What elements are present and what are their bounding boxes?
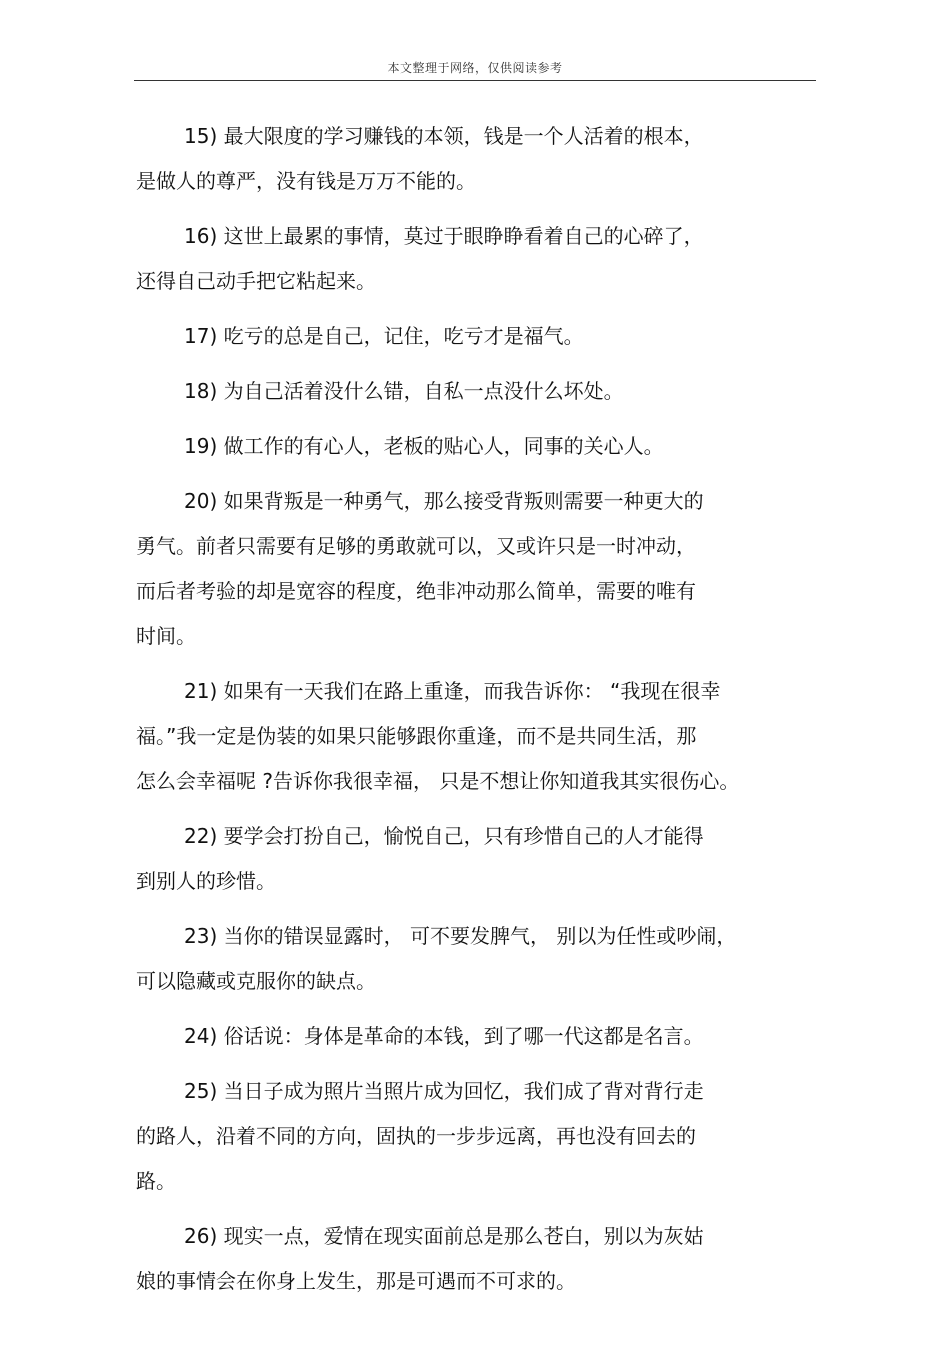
document-body [136, 114, 816, 1314]
paragraph-line: 19) 做工作的有心人，老板的贴心人，同事的关心人。 [184, 434, 664, 458]
paragraph-line: 福。”我一定是伪装的如果只能够跟你重逢，而不是共同生活，那 [136, 724, 697, 748]
page-header [134, 58, 816, 81]
paragraph-line: 娘的事情会在你身上发生，那是可遇而不可求的。 [136, 1269, 576, 1293]
paragraph-line: 到别人的珍惜。 [136, 869, 276, 893]
paragraph-line: 是做人的尊严，没有钱是万万不能的。 [136, 169, 476, 193]
paragraph-line: 21) 如果有一天我们在路上重逢，而我告诉你： “我现在很幸 [184, 679, 721, 703]
paragraph-15 [136, 114, 816, 204]
paragraph-16 [136, 214, 816, 304]
paragraph-line: 时间。 [136, 624, 196, 648]
paragraph-23 [136, 914, 816, 1004]
paragraph-22 [136, 814, 816, 904]
paragraph-21 [136, 669, 816, 804]
paragraph-26 [136, 1214, 816, 1304]
paragraph-line: 路。 [136, 1169, 176, 1193]
paragraph-line: 22) 要学会打扮自己，愉悦自己，只有珍惜自己的人才能得 [184, 824, 704, 848]
paragraph-line: 25) 当日子成为照片当照片成为回忆，我们成了背对背行走 [184, 1079, 704, 1103]
paragraph-line: 26) 现实一点，爱情在现实面前总是那么苍白，别以为灰姑 [184, 1224, 704, 1248]
paragraph-17 [136, 314, 816, 359]
paragraph-line: 可以隐藏或克服你的缺点。 [136, 969, 376, 993]
paragraph-19 [136, 424, 816, 469]
paragraph-25 [136, 1069, 816, 1204]
header-text: 本文整理于网络，仅供阅读参考 [387, 61, 563, 75]
paragraph-line: 18) 为自己活着没什么错，自私一点没什么坏处。 [184, 379, 624, 403]
paragraph-line: 24) 俗话说：身体是革命的本钱，到了哪一代这都是名言。 [184, 1024, 704, 1048]
paragraph-line: 17) 吃亏的总是自己，记住，吃亏才是福气。 [184, 324, 584, 348]
paragraph-20 [136, 479, 816, 659]
paragraph-18 [136, 369, 816, 414]
paragraph-line: 16) 这世上最累的事情，莫过于眼睁睁看着自己的心碎了， [184, 224, 704, 248]
paragraph-line: 23) 当你的错误显露时， 可不要发脾气， 别以为任性或吵闹， [184, 924, 737, 948]
paragraph-line: 而后者考验的却是宽容的程度，绝非冲动那么简单，需要的唯有 [136, 579, 696, 603]
paragraph-line: 的路人，沿着不同的方向，固执的一步步远离，再也没有回去的 [136, 1124, 696, 1148]
paragraph-line: 怎么会幸福呢 ?告诉你我很幸福， 只是不想让你知道我其实很伤心。 [136, 769, 740, 793]
paragraph-line: 15) 最大限度的学习赚钱的本领，钱是一个人活着的根本， [184, 124, 704, 148]
paragraph-line: 还得自己动手把它粘起来。 [136, 269, 376, 293]
paragraph-24 [136, 1014, 816, 1059]
paragraph-line: 20) 如果背叛是一种勇气，那么接受背叛则需要一种更大的 [184, 489, 704, 513]
paragraph-line: 勇气。前者只需要有足够的勇敢就可以，又或许只是一时冲动， [136, 534, 696, 558]
